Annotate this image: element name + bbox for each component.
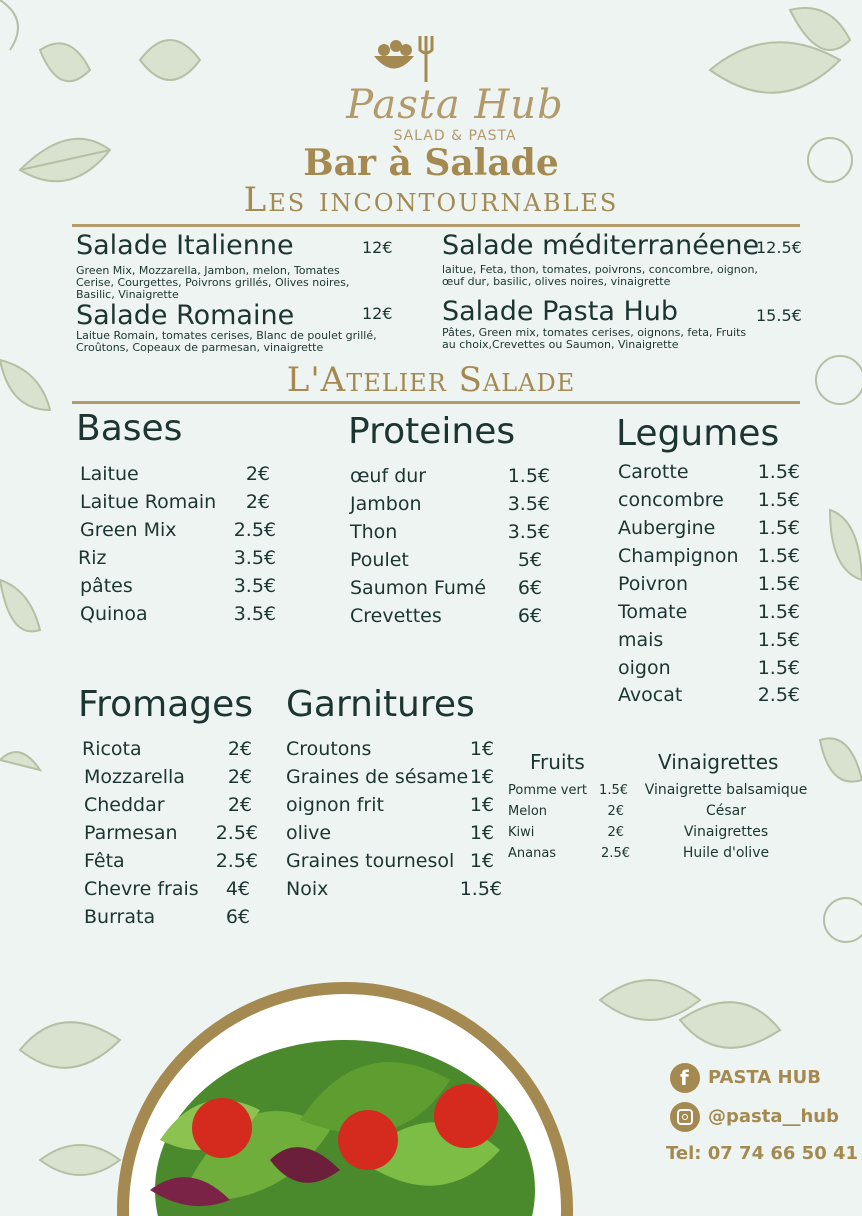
section-heading-fruits: Fruits: [530, 750, 585, 774]
menu-item: pâtes: [80, 575, 133, 597]
menu-item: Ricota: [82, 738, 142, 760]
menu-price: 2€: [227, 766, 252, 788]
signature-desc: Laitue Romain, tomates cerises, Blanc de poulet grillé, Croûtons, Copeaux de parmesan, vinaigrette: [76, 329, 377, 354]
vinaigrette-item: Huile d'olive: [682, 845, 770, 861]
menu-price: 1.5€: [757, 461, 800, 483]
instagram-icon[interactable]: [670, 1102, 700, 1132]
vinaigrette-item: César: [705, 803, 747, 819]
menu-item: Chevre frais: [84, 878, 199, 900]
menu-price: 1.5€: [757, 573, 800, 595]
signature-desc: Pâtes, Green mix, tomates cerises, oignons, feta, Fruits au choix,Crevettes ou Saumon, Vinaigrette: [442, 326, 747, 351]
menu-item: Champignon: [618, 545, 739, 567]
menu-price: 6€: [517, 577, 542, 599]
menu-price: 2€: [607, 825, 624, 840]
signature-name: Salade Romaine: [76, 300, 295, 331]
section-heading-proteines: Proteines: [348, 411, 516, 452]
menu-price: 1.5€: [599, 783, 628, 798]
menu-price: 2.5€: [233, 519, 276, 541]
menu-item: concombre: [618, 489, 724, 511]
phone-number[interactable]: Tel: 07 74 66 50 41: [666, 1143, 859, 1164]
menu-price: 3.5€: [233, 603, 276, 625]
page-subtitle: Les incontournables: [243, 180, 619, 220]
menu-item: Kiwi: [508, 825, 535, 840]
brand-tagline: SALAD & PASTA: [393, 128, 517, 144]
menu-price: 1.5€: [757, 629, 800, 651]
menu-item: Pomme vert: [508, 783, 587, 798]
section-heading-garnitures: Garnitures: [286, 684, 475, 725]
section-heading-fromages: Fromages: [78, 684, 254, 725]
menu-item: Quinoa: [80, 603, 148, 625]
menu-item: Jambon: [350, 493, 422, 515]
signature-price: 12€: [362, 304, 393, 323]
signature-name: Salade Pasta Hub: [442, 296, 679, 327]
menu-price: 2€: [245, 463, 270, 485]
salad-bowl-icon: [374, 36, 484, 86]
menu-price: 1€: [469, 822, 494, 844]
section-heading-bases: Bases: [76, 408, 183, 449]
menu-item: Poulet: [350, 549, 409, 571]
menu-item: Aubergine: [618, 517, 716, 539]
menu-item: olive: [286, 822, 332, 844]
menu-item: Carotte: [618, 461, 689, 483]
menu-item: Noix: [286, 878, 329, 900]
signature-price: 15.5€: [756, 306, 802, 325]
menu-item: Avocat: [618, 684, 683, 706]
menu-item: Riz: [78, 547, 107, 569]
menu-item: Poivron: [618, 573, 688, 595]
menu-price: 1€: [469, 850, 494, 872]
section-title-atelier: L'Atelier Salade: [286, 360, 576, 400]
menu-price: 2€: [227, 794, 252, 816]
menu-price: 1€: [469, 766, 494, 788]
menu-item: Cheddar: [84, 794, 165, 816]
signature-price: 12€: [362, 238, 393, 257]
menu-price: 6€: [225, 906, 250, 928]
menu-item: Croutons: [286, 738, 372, 760]
menu-item: œuf dur: [350, 465, 427, 487]
menu-price: 2.5€: [601, 846, 630, 861]
signature-name: Salade méditerranéene: [442, 230, 760, 261]
instagram-handle[interactable]: @pasta__hub: [708, 1106, 840, 1127]
menu-price: 4€: [225, 878, 250, 900]
signature-desc: Green Mix, Mozzarella, Jambon, melon, Tomates Cerise, Courgettes, Poivrons grillés, Olives noires, Basilic, Vinaigrette: [76, 264, 350, 301]
menu-price: 2.5€: [757, 684, 800, 706]
section-heading-vinaigrettes: Vinaigrettes: [658, 750, 779, 774]
menu-price: 1.5€: [459, 878, 502, 900]
menu-price: 2.5€: [215, 850, 258, 872]
leaf-decoration-left: [0, 340, 60, 780]
divider: [72, 224, 800, 227]
menu-item: Saumon Fumé: [350, 577, 487, 599]
menu-item: Laitue Romain: [80, 491, 217, 513]
menu-price: 1.5€: [757, 517, 800, 539]
menu-item: Fêta: [84, 850, 125, 872]
menu-price: 2€: [607, 804, 624, 819]
menu-price: 1€: [469, 794, 494, 816]
menu-item: Parmesan: [84, 822, 178, 844]
menu-item: Graines tournesol: [286, 850, 455, 872]
menu-item: Mozzarella: [84, 766, 185, 788]
brand-name: Pasta Hub: [346, 82, 564, 128]
menu-item: Burrata: [84, 906, 156, 928]
divider: [72, 401, 800, 404]
menu-item: Crevettes: [350, 605, 442, 627]
menu-price: 2€: [245, 491, 270, 513]
leaf-decoration-right: [800, 340, 862, 960]
menu-price: 1.5€: [757, 545, 800, 567]
salad-bowl-photo: [0, 960, 862, 1216]
menu-item: Graines de sésame: [286, 766, 469, 788]
facebook-icon[interactable]: f: [670, 1063, 700, 1093]
menu-item: Thon: [350, 521, 398, 543]
vinaigrette-item: Vinaigrette balsamique: [644, 782, 808, 798]
signature-desc: laitue, Feta, thon, tomates, poivrons, concombre, oignon, œuf dur, basilic, olives noires, vinaigrette: [442, 263, 758, 288]
menu-item: Green Mix: [80, 519, 177, 541]
menu-price: 6€: [517, 605, 542, 627]
menu-price: 1€: [469, 738, 494, 760]
menu-price: 1.5€: [757, 489, 800, 511]
menu-price: 5€: [517, 549, 542, 571]
menu-price: 3.5€: [507, 493, 550, 515]
menu-price: 2€: [227, 738, 252, 760]
menu-price: 1.5€: [757, 657, 800, 679]
facebook-handle[interactable]: PASTA HUB: [708, 1067, 821, 1088]
menu-item: Laitue: [80, 463, 139, 485]
vinaigrette-item: Vinaigrettes: [683, 824, 769, 840]
menu-item: Melon: [508, 804, 548, 819]
menu-price: 1.5€: [757, 601, 800, 623]
menu-item: Ananas: [508, 846, 557, 861]
menu-price: 2.5€: [215, 822, 258, 844]
menu-item: oignon frit: [286, 794, 384, 816]
menu-item: mais: [618, 629, 664, 651]
menu-price: 3.5€: [507, 521, 550, 543]
menu-price: 3.5€: [233, 575, 276, 597]
menu-item: oigon: [618, 657, 671, 679]
signature-price: 12.5€: [756, 238, 802, 257]
section-heading-legumes: Legumes: [616, 413, 780, 454]
menu-price: 3.5€: [233, 547, 276, 569]
menu-item: Tomate: [618, 601, 688, 623]
signature-name: Salade Italienne: [76, 230, 294, 261]
page-title: Bar à Salade: [303, 142, 559, 184]
menu-price: 1.5€: [507, 465, 550, 487]
